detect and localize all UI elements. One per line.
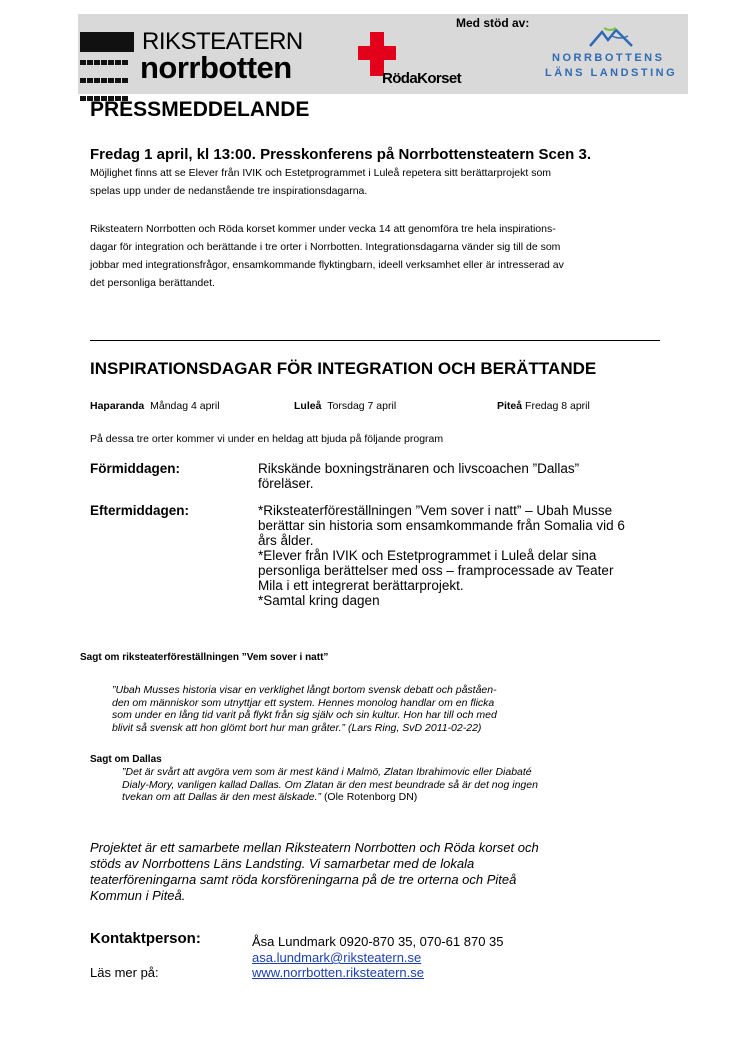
afternoon-text (258, 503, 638, 608)
morning-label: Förmiddagen: (90, 461, 180, 476)
contact-person: Åsa Lundmark 0920-870 35, 070-61 870 35 (252, 934, 504, 949)
quote-line: ”Det är svårt att avgöra vem som är mest känd i Malmö, Zlatan Ibrahimovic eller Diabaté (122, 766, 532, 778)
text-line: spelas upp under de nedanstående tre inspirationsdagarna. (90, 185, 368, 197)
date-value: Torsdag 7 april (327, 400, 397, 412)
support-label: Med stöd av: (456, 16, 530, 30)
quote-line: blivit så svensk att hon glömt bort hur man gråter.” (Lars Ring, SvD 2011-02-22) (112, 721, 482, 734)
divider (90, 340, 660, 341)
text-line: personliga berättelser med oss – framprocessade av Teater (258, 563, 614, 578)
date-value: Fredag 8 april (525, 400, 590, 412)
riksteatern-logo-block (80, 32, 134, 52)
afternoon-label: Eftermiddagen: (90, 503, 190, 518)
text-line: Projektet är ett samarbete mellan Riksteatern Norrbotten och Röda korset och (90, 840, 539, 855)
text-line: *Samtal kring dagen (258, 593, 380, 608)
text-line: stöds av Norrbottens Läns Landsting. Vi samarbetar med de lokala (90, 856, 475, 871)
text-line: dagar för integration och berättande i tre orter i Norrbotten. Integrationsdagarna vänder sig till de som (90, 241, 561, 253)
press-conference-text (90, 164, 551, 200)
text-line: Rikskände boxningstränaren och livscoachen ”Dallas” (258, 461, 580, 476)
text-line: det personliga berättandet. (90, 277, 215, 289)
riksteatern-logo-text: RIKSTEATERN (142, 28, 303, 55)
intro-paragraph (90, 220, 564, 292)
text-line: Riksteatern Norrbotten och Röda korset kommer under vecka 14 att genomföra tre hela inspirations- (90, 223, 556, 235)
press-conference-heading: Fredag 1 april, kl 13:00. Presskonferens på Norrbottensteatern Scen 3. (90, 146, 592, 163)
text-line: Kommun i Piteå. (90, 888, 186, 903)
morning-text (258, 461, 638, 491)
date-place: Piteå (497, 400, 523, 412)
text-line: års ålder. (258, 533, 314, 548)
contact-label: Kontaktperson: (90, 930, 201, 947)
quote-line: ”Ubah Musses historia visar en verklighet långt bortom svensk debatt och påståen- (112, 684, 497, 696)
date-place: Haparanda (90, 400, 145, 412)
text-line: jobbar med integrationsfrågor, ensamkommande flyktingbarn, ideell verksamhet eller är intresserad av (90, 259, 564, 271)
said-dallas-quote (122, 766, 538, 804)
date-value: Måndag 4 april (150, 400, 220, 412)
date-place: Luleå (294, 400, 322, 412)
nll-logo-text-line2: LÄNS LANDSTING (545, 67, 678, 79)
quote-line: den om människor som utnyttjar ett system. Hennes monolog handlar om en flicka (112, 696, 495, 709)
quote-line: tvekan om att Dallas är den mest älskade.” (122, 791, 322, 803)
rodakorset-logo-text: RödaKorset (382, 70, 462, 87)
norrbotten-logo-text: norrbotten (140, 50, 292, 85)
nll-logo-text-line1: NORRBOTTENS (552, 52, 665, 64)
quote-line: Dialy-Mory, vanligen kallad Dallas. Om Zlatan är den mest beundrade så är det nog ingen (122, 778, 538, 791)
text-line: *Elever från IVIK och Estetprogrammet i Luleå delar sina (258, 548, 597, 563)
section-heading: INSPIRATIONSDAGAR FÖR INTEGRATION OCH BERÄTTANDE (90, 359, 597, 378)
date-lulea (294, 400, 396, 412)
date-haparanda (90, 400, 220, 412)
read-more-label: Läs mer på: (90, 965, 159, 980)
nll-logo-icon (588, 26, 634, 48)
quote-source: (Ole Rotenborg DN) (323, 791, 418, 803)
quote-line: som under en lång tid varit på flykt från sig själv och sin kultur. Hon har till och med (112, 709, 497, 721)
said-show-heading: Sagt om riksteaterföreställningen ”Vem sover i natt” (80, 652, 329, 663)
date-pitea (497, 400, 590, 412)
text-line: Möjlighet finns att se Elever från IVIK och Estetprogrammet i Luleå repetera sitt berättarprojekt som (90, 167, 552, 179)
text-line: berättar sin historia som ensamkommande från Somalia vid 6 (258, 518, 625, 533)
riksteatern-logo-dots (80, 54, 134, 78)
page-title: PRESSMEDDELANDE (90, 98, 310, 121)
said-show-quote (112, 684, 497, 734)
program-intro: På dessa tre orter kommer vi under en heldag att bjuda på följande program (90, 433, 444, 445)
text-line: *Riksteaterföreställningen ”Vem sover i natt” – Ubah Musse (258, 503, 613, 518)
said-dallas-heading: Sagt om Dallas (90, 754, 162, 765)
contact-email-link[interactable]: asa.lundmark@riksteatern.se (252, 950, 422, 965)
website-link[interactable]: www.norrbotten.riksteatern.se (252, 965, 424, 980)
text-line: Mila i ett integrerat berättarprojekt. (258, 578, 464, 593)
text-line: föreläser. (258, 476, 314, 491)
text-line: teaterföreningarna samt röda korsföreningarna på de tre orterna och Piteå (90, 872, 517, 887)
project-paragraph (90, 840, 650, 904)
